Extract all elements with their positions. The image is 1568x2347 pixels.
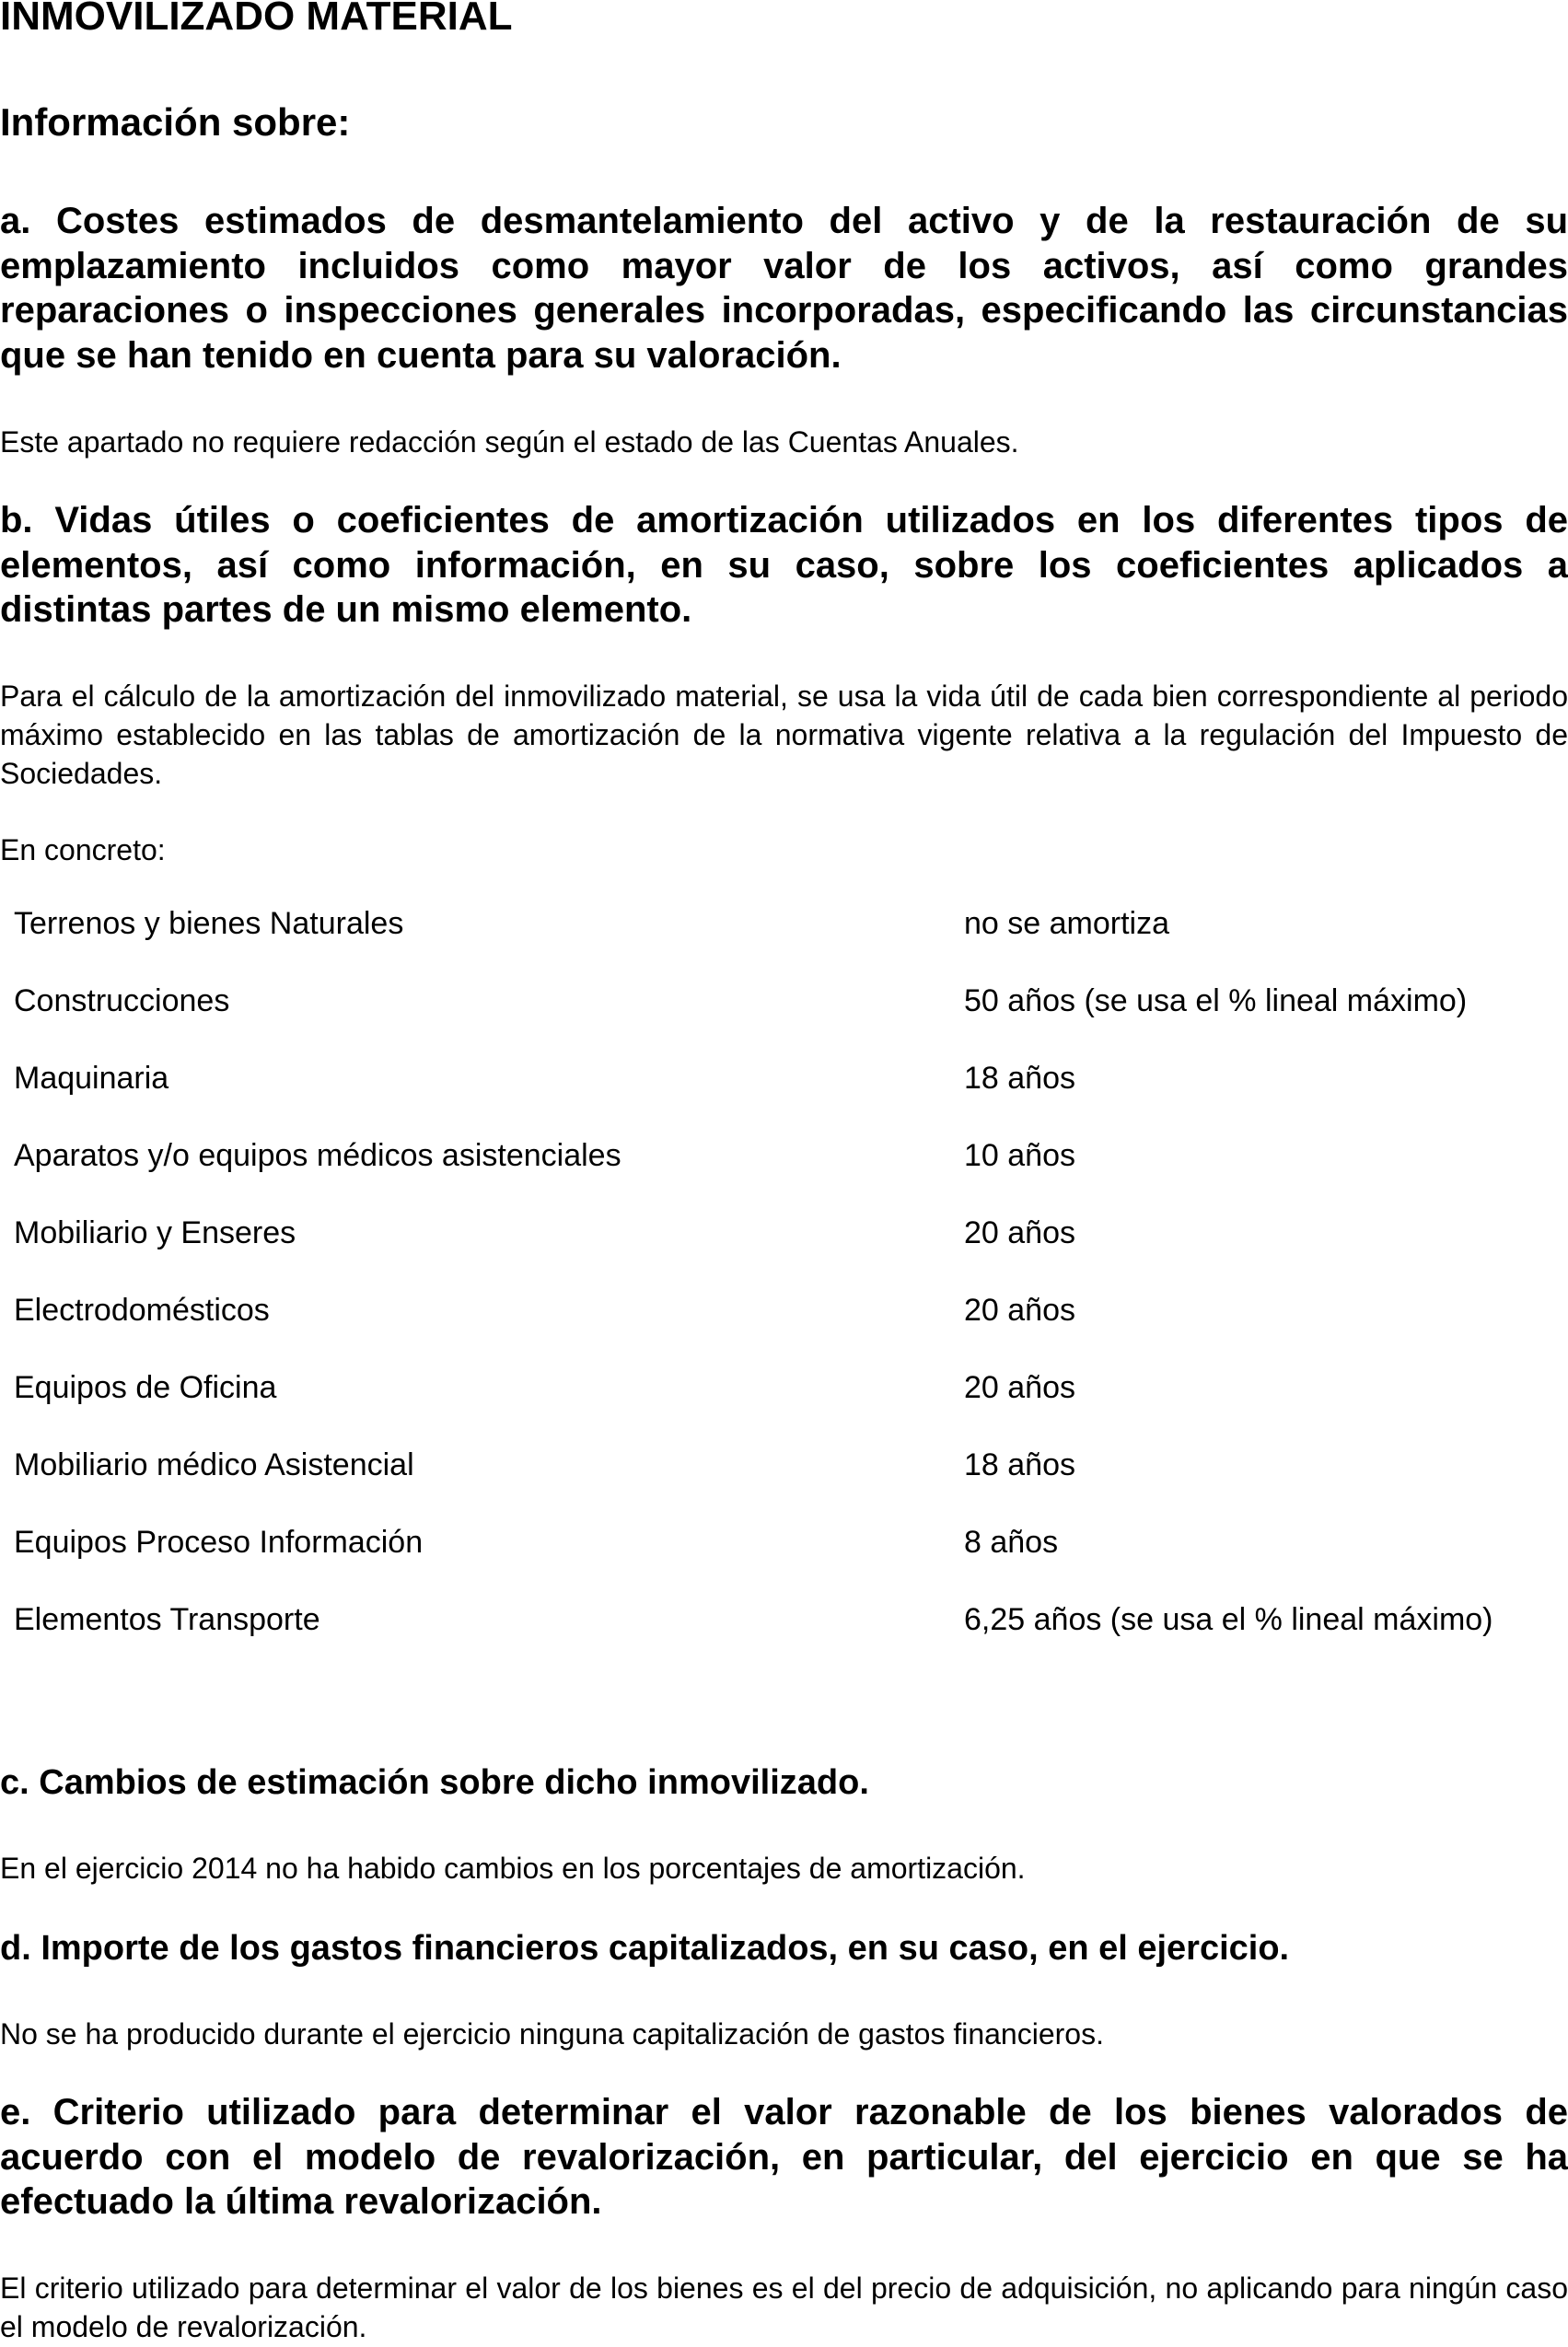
section-c-body: En el ejercicio 2014 no ha habido cambios en los porcentajes de amortización. (0, 1852, 1026, 1885)
row-value: 6,25 años (se usa el % lineal máximo) (964, 1602, 1493, 1637)
row-item: Maquinaria (14, 1061, 169, 1096)
section-d-heading: d. Importe de los gastos financieros capitalizados, en su caso, en el ejercicio. (0, 1929, 1290, 1968)
table-row (0, 1284, 1568, 1362)
section-a-heading: a. Costes estimados de desmantelamiento del activo y de la restauración de su emplazamiento incluidos como mayor valor de los activos, así como grandes reparaciones o inspecciones generales incorporadas, especificando las circunstancias que se han tenido en cuenta para su valoración. (0, 201, 1568, 376)
section-b-body: Para el cálculo de la amortización del inmovilizado material, se usa la vida útil de cada bien correspondiente al periodo máximo establecido en las tablas de amortización de la normativa vigente relativa a la regulación del Impuesto de Sociedades. (0, 680, 1568, 790)
row-item: Elementos Transporte (14, 1602, 320, 1637)
row-value: 18 años (964, 1061, 1075, 1096)
section-b-intro: En concreto: (0, 833, 166, 866)
row-value: 18 años (964, 1447, 1075, 1482)
table-row (0, 898, 1568, 975)
row-item: Mobiliario y Enseres (14, 1215, 296, 1250)
row-item: Equipos de Oficina (14, 1370, 277, 1405)
section-e-body: El criterio utilizado para determinar el valor de los bienes es el del precio de adquisición, no aplicando para ningún caso el modelo de revalorización. (0, 2271, 1568, 2343)
page-subtitle: Información sobre: (0, 100, 351, 144)
row-value: 20 años (964, 1293, 1075, 1328)
row-value: 8 años (964, 1525, 1059, 1560)
section-e-heading: e. Criterio utilizado para determinar el valor razonable de los bienes valorados de acuerdo con el modelo de revalorización, en particular, del ejercicio en que se ha efectuado la última revalorización. (0, 2092, 1568, 2222)
row-value: 10 años (964, 1138, 1075, 1173)
section-a-body: Este apartado no requiere redacción según el estado de las Cuentas Anuales. (0, 425, 1019, 459)
section-b-heading: b. Vidas útiles o coeficientes de amortización utilizados en los diferentes tipos de elementos, así como información, en su caso, sobre los coeficientes aplicados a distintas partes de un mismo elemento. (0, 500, 1568, 630)
table-row (0, 1516, 1568, 1594)
row-item: Construcciones (14, 983, 230, 1018)
table-row (0, 1439, 1568, 1516)
section-d-body: No se ha producido durante el ejercicio ninguna capitalización de gastos financieros. (0, 2017, 1104, 2051)
row-value: 20 años (964, 1370, 1075, 1405)
table-row (0, 1594, 1568, 1671)
row-item: Terrenos y bienes Naturales (14, 906, 404, 941)
row-value: 50 años (se usa el % lineal máximo) (964, 983, 1468, 1018)
section-c-heading: c. Cambios de estimación sobre dicho inmovilizado. (0, 1763, 869, 1802)
row-item: Electrodomésticos (14, 1293, 270, 1328)
row-item: Mobiliario médico Asistencial (14, 1447, 414, 1482)
page-title: INMOVILIZADO MATERIAL (0, 0, 513, 39)
table-row (0, 1130, 1568, 1207)
row-item: Equipos Proceso Información (14, 1525, 424, 1560)
table-row (0, 1362, 1568, 1439)
table-row (0, 1052, 1568, 1130)
table-row (0, 1207, 1568, 1284)
row-value: no se amortiza (964, 906, 1169, 941)
row-item: Aparatos y/o equipos médicos asistenciales (14, 1138, 621, 1173)
row-value: 20 años (964, 1215, 1075, 1250)
table-row (0, 975, 1568, 1052)
